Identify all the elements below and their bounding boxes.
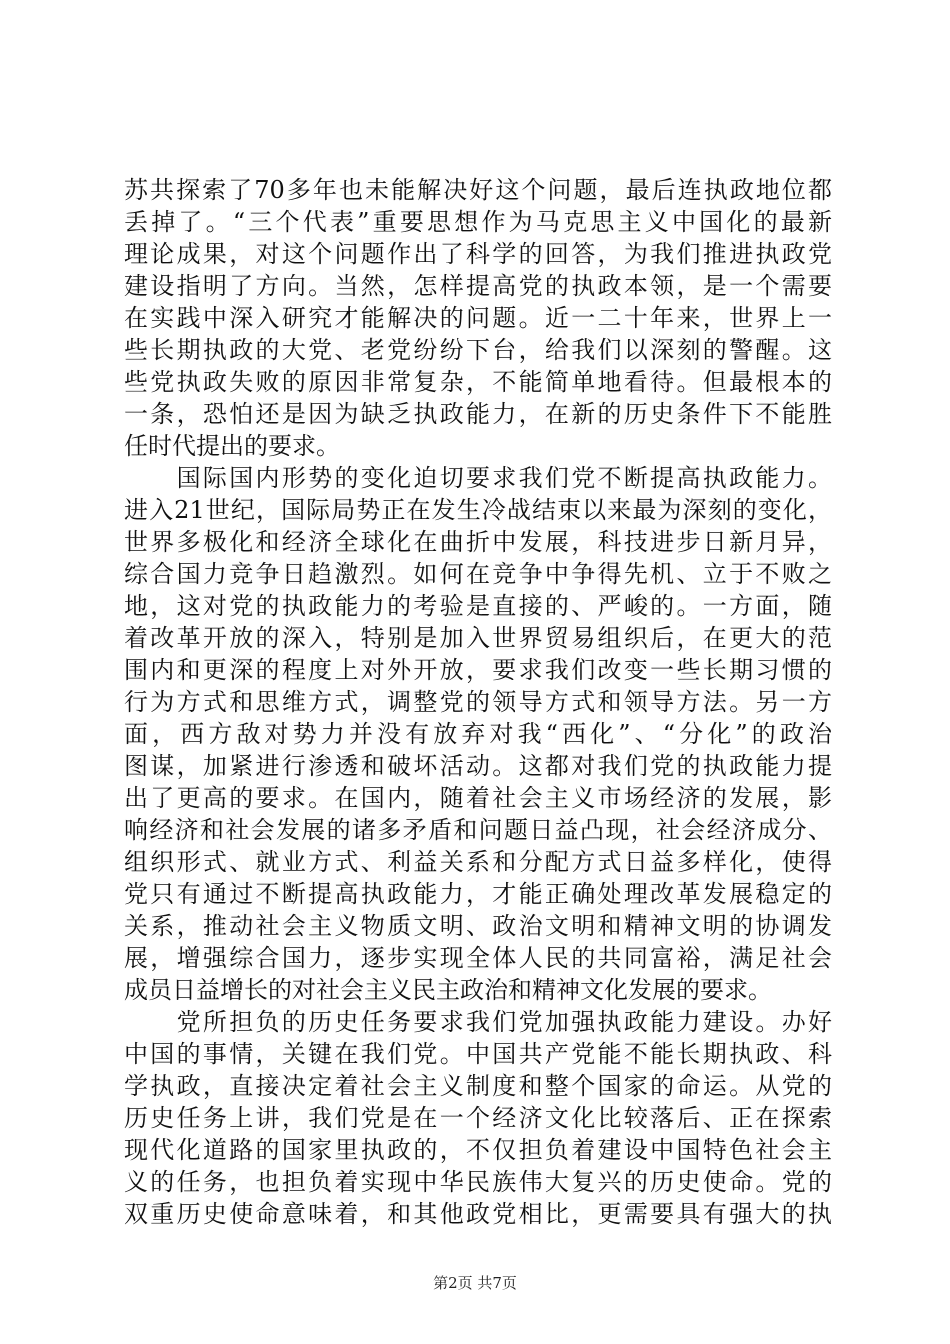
text-line: 双重历史使命意味着，和其他政党相比，更需要具有强大的执 [124,1200,832,1228]
text-line: 任时代提出的要求。 [124,432,340,460]
text-line: 面，西方敌对势力并没有放弃对我“西化”、“分化”的政治 [124,720,832,748]
text-line: 出了更高的要求。在国内，随着社会主义市场经济的发展，影 [124,784,832,812]
text-line: 学执政，直接决定着社会主义制度和整个国家的命运。从党的 [124,1072,832,1100]
text-line: 一条，恐怕还是因为缺乏执政能力，在新的历史条件下不能胜 [124,400,832,428]
page-footer: 第2页 共7页 [433,1274,517,1292]
text-line: 现代化道路的国家里执政的，不仅担负着建设中国特色社会主 [124,1136,832,1164]
text-line: 成员日益增长的对社会主义民主政治和精神文化发展的要求。 [124,976,772,1004]
text-line: 义的任务，也担负着实现中华民族伟大复兴的历史使命。党的 [124,1168,832,1196]
text-line: 进入21世纪，国际局势正在发生冷战结束以来最为深刻的变化， [124,496,832,524]
text-line: 党只有通过不断提高执政能力，才能正确处理改革发展稳定的 [124,880,832,908]
text-line: 历史任务上讲，我们党是在一个经济文化比较落后、正在探索 [124,1104,832,1132]
text-line: 行为方式和思维方式，调整党的领导方式和领导方法。另一方 [124,688,832,716]
text-line: 世界多极化和经济全球化在曲折中发展，科技进步日新月异， [124,528,832,556]
text-line: 党所担负的历史任务要求我们党加强执政能力建设。办好 [124,1008,832,1036]
text-line: 展，增强综合国力，逐步实现全体人民的共同富裕，满足社会 [124,944,832,972]
text-line: 综合国力竞争日趋激烈。如何在竞争中争得先机、立于不败之 [124,560,832,588]
text-line: 中国的事情，关键在我们党。中国共产党能不能长期执政、科 [124,1040,832,1068]
text-line: 丢掉了。“三个代表”重要思想作为马克思主义中国化的最新 [124,208,832,236]
text-line: 些长期执政的大党、老党纷纷下台，给我们以深刻的警醒。这 [124,336,832,364]
body-text [124,174,832,1230]
text-line: 图谋，加紧进行渗透和破坏活动。这都对我们党的执政能力提 [124,752,832,780]
text-line: 些党执政失败的原因非常复杂，不能简单地看待。但最根本的 [124,368,832,396]
text-line: 苏共探索了70多年也未能解决好这个问题，最后连执政地位都 [124,176,832,204]
text-line: 响经济和社会发展的诸多矛盾和问题日益凸现，社会经济成分、 [124,816,832,844]
text-line: 关系，推动社会主义物质文明、政治文明和精神文明的协调发 [124,912,832,940]
text-line: 国际国内形势的变化迫切要求我们党不断提高执政能力。 [124,464,832,492]
text-line: 地，这对党的执政能力的考验是直接的、严峻的。一方面，随 [124,592,832,620]
text-line: 着改革开放的深入，特别是加入世界贸易组织后，在更大的范 [124,624,832,652]
text-line: 组织形式、就业方式、利益关系和分配方式日益多样化，使得 [124,848,832,876]
text-line: 围内和更深的程度上对外开放，要求我们改变一些长期习惯的 [124,656,832,684]
text-line: 建设指明了方向。当然，怎样提高党的执政本领，是一个需要 [124,272,832,300]
text-line: 理论成果，对这个问题作出了科学的回答，为我们推进执政党 [124,240,832,268]
text-line: 在实践中深入研究才能解决的问题。近一二十年来，世界上一 [124,304,832,332]
